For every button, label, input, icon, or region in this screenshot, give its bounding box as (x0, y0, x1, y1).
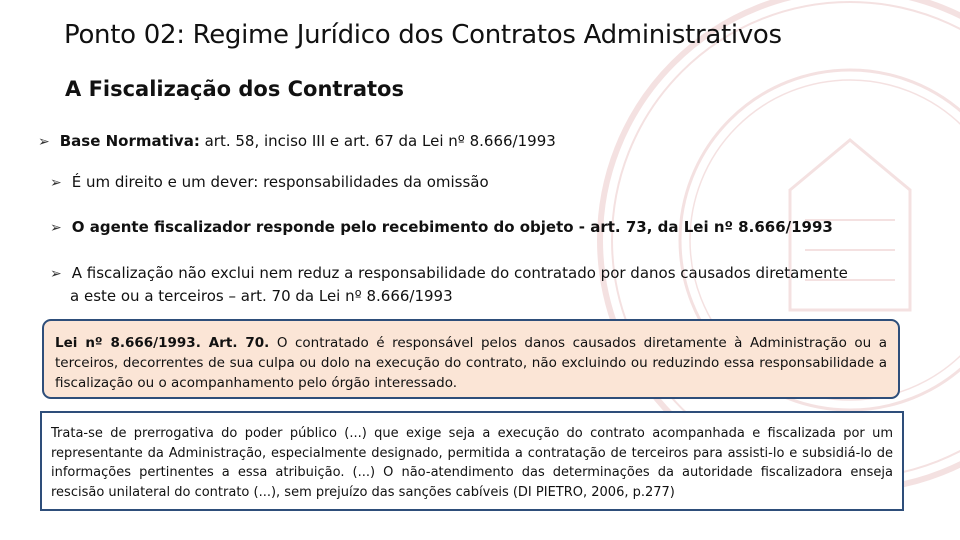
bullet-text: A fiscalização não exclui nem reduz a responsabilidade do contratado por danos causados diretamente (71, 264, 848, 282)
bullet-text-continued: a este ou a terceiros – art. 70 da Lei nº 8.666/1993 (70, 287, 453, 305)
arrow-bullet-icon: ➢ (38, 134, 50, 150)
bullet-direito-dever (50, 171, 930, 194)
law-article-box (42, 319, 900, 399)
doctrine-quote-box (40, 411, 904, 511)
section-subtitle: A Fiscalização dos Contratos (65, 77, 404, 101)
bullet-base-normativa (38, 130, 918, 153)
page-title: Ponto 02: Regime Jurídico dos Contratos Administrativos (64, 20, 782, 50)
arrow-bullet-icon: ➢ (50, 220, 62, 236)
bullet-text: O agente fiscalizador responde pelo recebimento do objeto - art. 73, da Lei nº 8.666/1993 (71, 218, 833, 236)
bullet-label: Base Normativa: (59, 132, 200, 150)
arrow-bullet-icon: ➢ (50, 266, 62, 282)
bullet-text: É um direito e um dever: responsabilidades da omissão (71, 173, 489, 191)
law-article-text: O contratado é responsável pelos danos causados diretamente à Administração ou a terceiros, decorrentes de sua culpa ou dolo na execução do contrato, não excluindo ou reduzindo essa responsabilidade a fiscalização ou o acompanhamento pelo órgão interessado. (55, 335, 887, 391)
bullet-agente-fiscalizador (50, 216, 930, 239)
doctrine-quote-text: Trata-se de prerrogativa do poder público (...) que exige seja a execução do contrato acompanhada e fiscalizada por um representante da Administração, especialmente designado, permitida a contratação de terceiros para assisti-lo e subsidiá-lo de informações pertinentes a essa atribuição. (...) O não-atendimento das determinações da autoridade fiscalizadora enseja rescisão unilateral do contrato (...), sem prejuízo das sanções cabíveis (DI PIETRO, 2006, p.277) (51, 426, 893, 500)
bullet-text: art. 58, inciso III e art. 67 da Lei nº 8.666/1993 (199, 132, 556, 150)
law-article-heading: Lei nº 8.666/1993. Art. 70. (55, 335, 270, 351)
bullet-responsabilidade (50, 262, 910, 307)
arrow-bullet-icon: ➢ (50, 175, 62, 191)
